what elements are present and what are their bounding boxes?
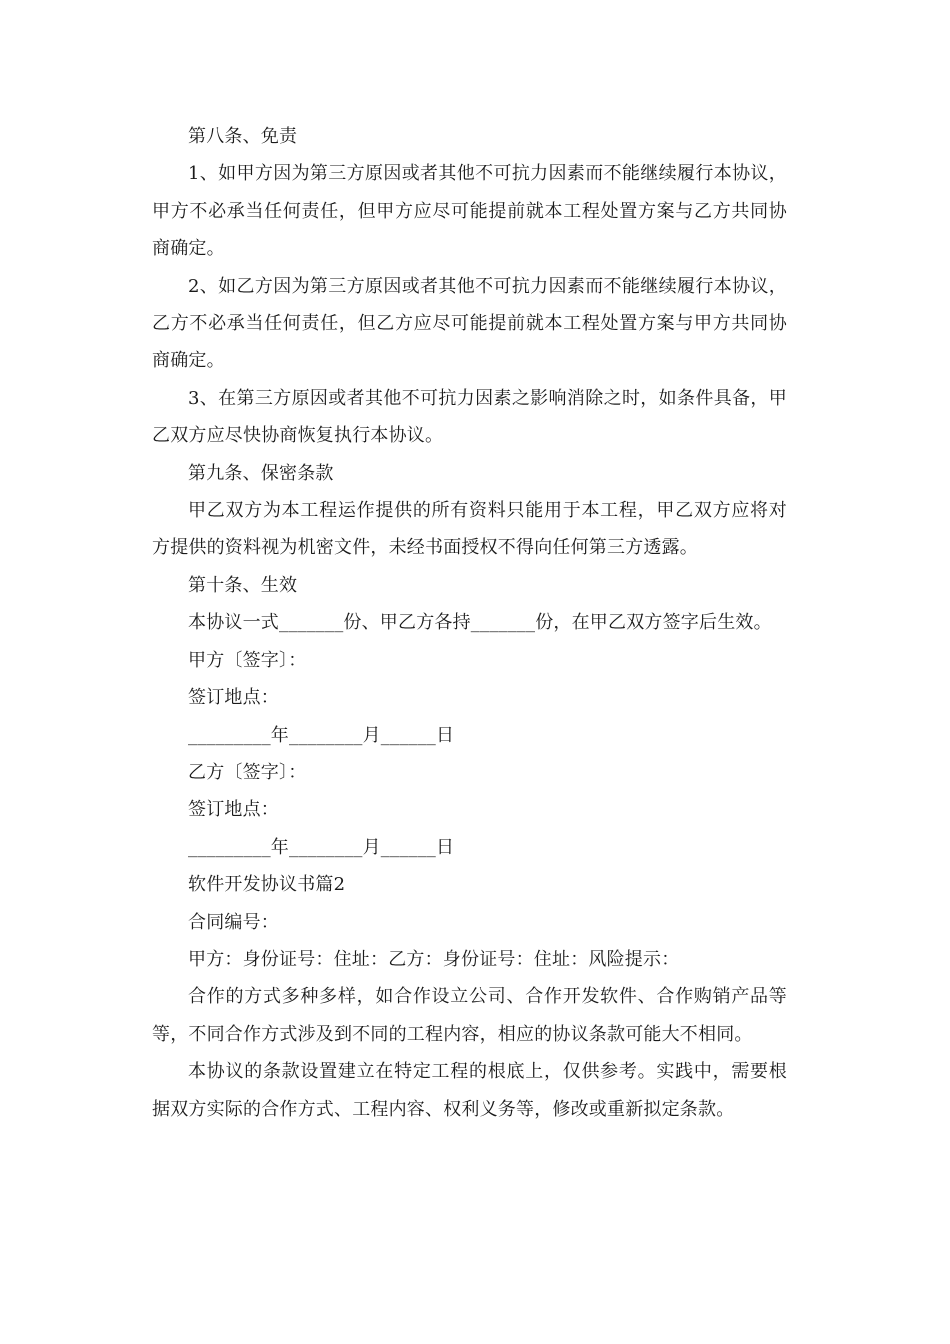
- clause-10-body: 本协议一式_______份、甲乙方各持_______份，在甲乙双方签字后生效。: [188, 612, 772, 634]
- party-a-signing-place: 签订地点：: [188, 687, 279, 709]
- document-body: [152, 118, 787, 1128]
- party-b-date-line: _________年________月______日: [188, 836, 455, 858]
- party-a-signature-line: 甲方〔签字〕：: [188, 649, 307, 671]
- clause-8-2: 2、如乙方因为第三方原因或者其他不可抗力因素而不能继续履行本协议，乙方不必承当任何责任，但乙方应尽可能提前就本工程处置方案与甲方共同协商确定。: [152, 275, 787, 372]
- section-heading-article-8: 第八条、免责: [188, 126, 298, 147]
- contract-number-line: 合同编号：: [188, 911, 279, 933]
- clause-8-3: 3、在第三方原因或者其他不可抗力因素之影响消除之时，如条件具备，甲乙双方应尽快协商恢复执行本协议。: [152, 387, 787, 447]
- section-heading-article-9: 第九条、保密条款: [188, 462, 334, 484]
- risk-note-paragraph-1: 合作的方式多种多样，如合作设立公司、合作开发软件、合作购销产品等等，不同合作方式涉及到不同的工程内容，相应的协议条款可能大不相同。: [152, 986, 787, 1045]
- party-b-signing-place: 签订地点：: [188, 799, 279, 821]
- clause-8-1: 1、如甲方因为第三方原因或者其他不可抗力因素而不能继续履行本协议，甲方不必承当任何责任，但甲方应尽可能提前就本工程处置方案与乙方共同协商确定。: [152, 163, 787, 260]
- section-heading-article-10: 第十条、生效: [188, 574, 298, 596]
- party-b-signature-line: 乙方〔签字〕：: [188, 761, 307, 783]
- document-title-part-2: 软件开发协议书篇2: [188, 874, 346, 896]
- parties-info-line: 甲方：身份证号：住址：乙方：身份证号：住址：风险提示：: [188, 948, 680, 970]
- clause-9-body: 甲乙双方为本工程运作提供的所有资料只能用于本工程，甲乙双方应将对方提供的资料视为机密文件，未经书面授权不得向任何第三方透露。: [152, 500, 787, 559]
- risk-note-paragraph-2: 本协议的条款设置建立在特定工程的根底上，仅供参考。实践中，需要根据双方实际的合作方式、工程内容、权利义务等，修改或重新拟定条款。: [152, 1061, 787, 1120]
- party-a-date-line: _________年________月______日: [188, 724, 455, 746]
